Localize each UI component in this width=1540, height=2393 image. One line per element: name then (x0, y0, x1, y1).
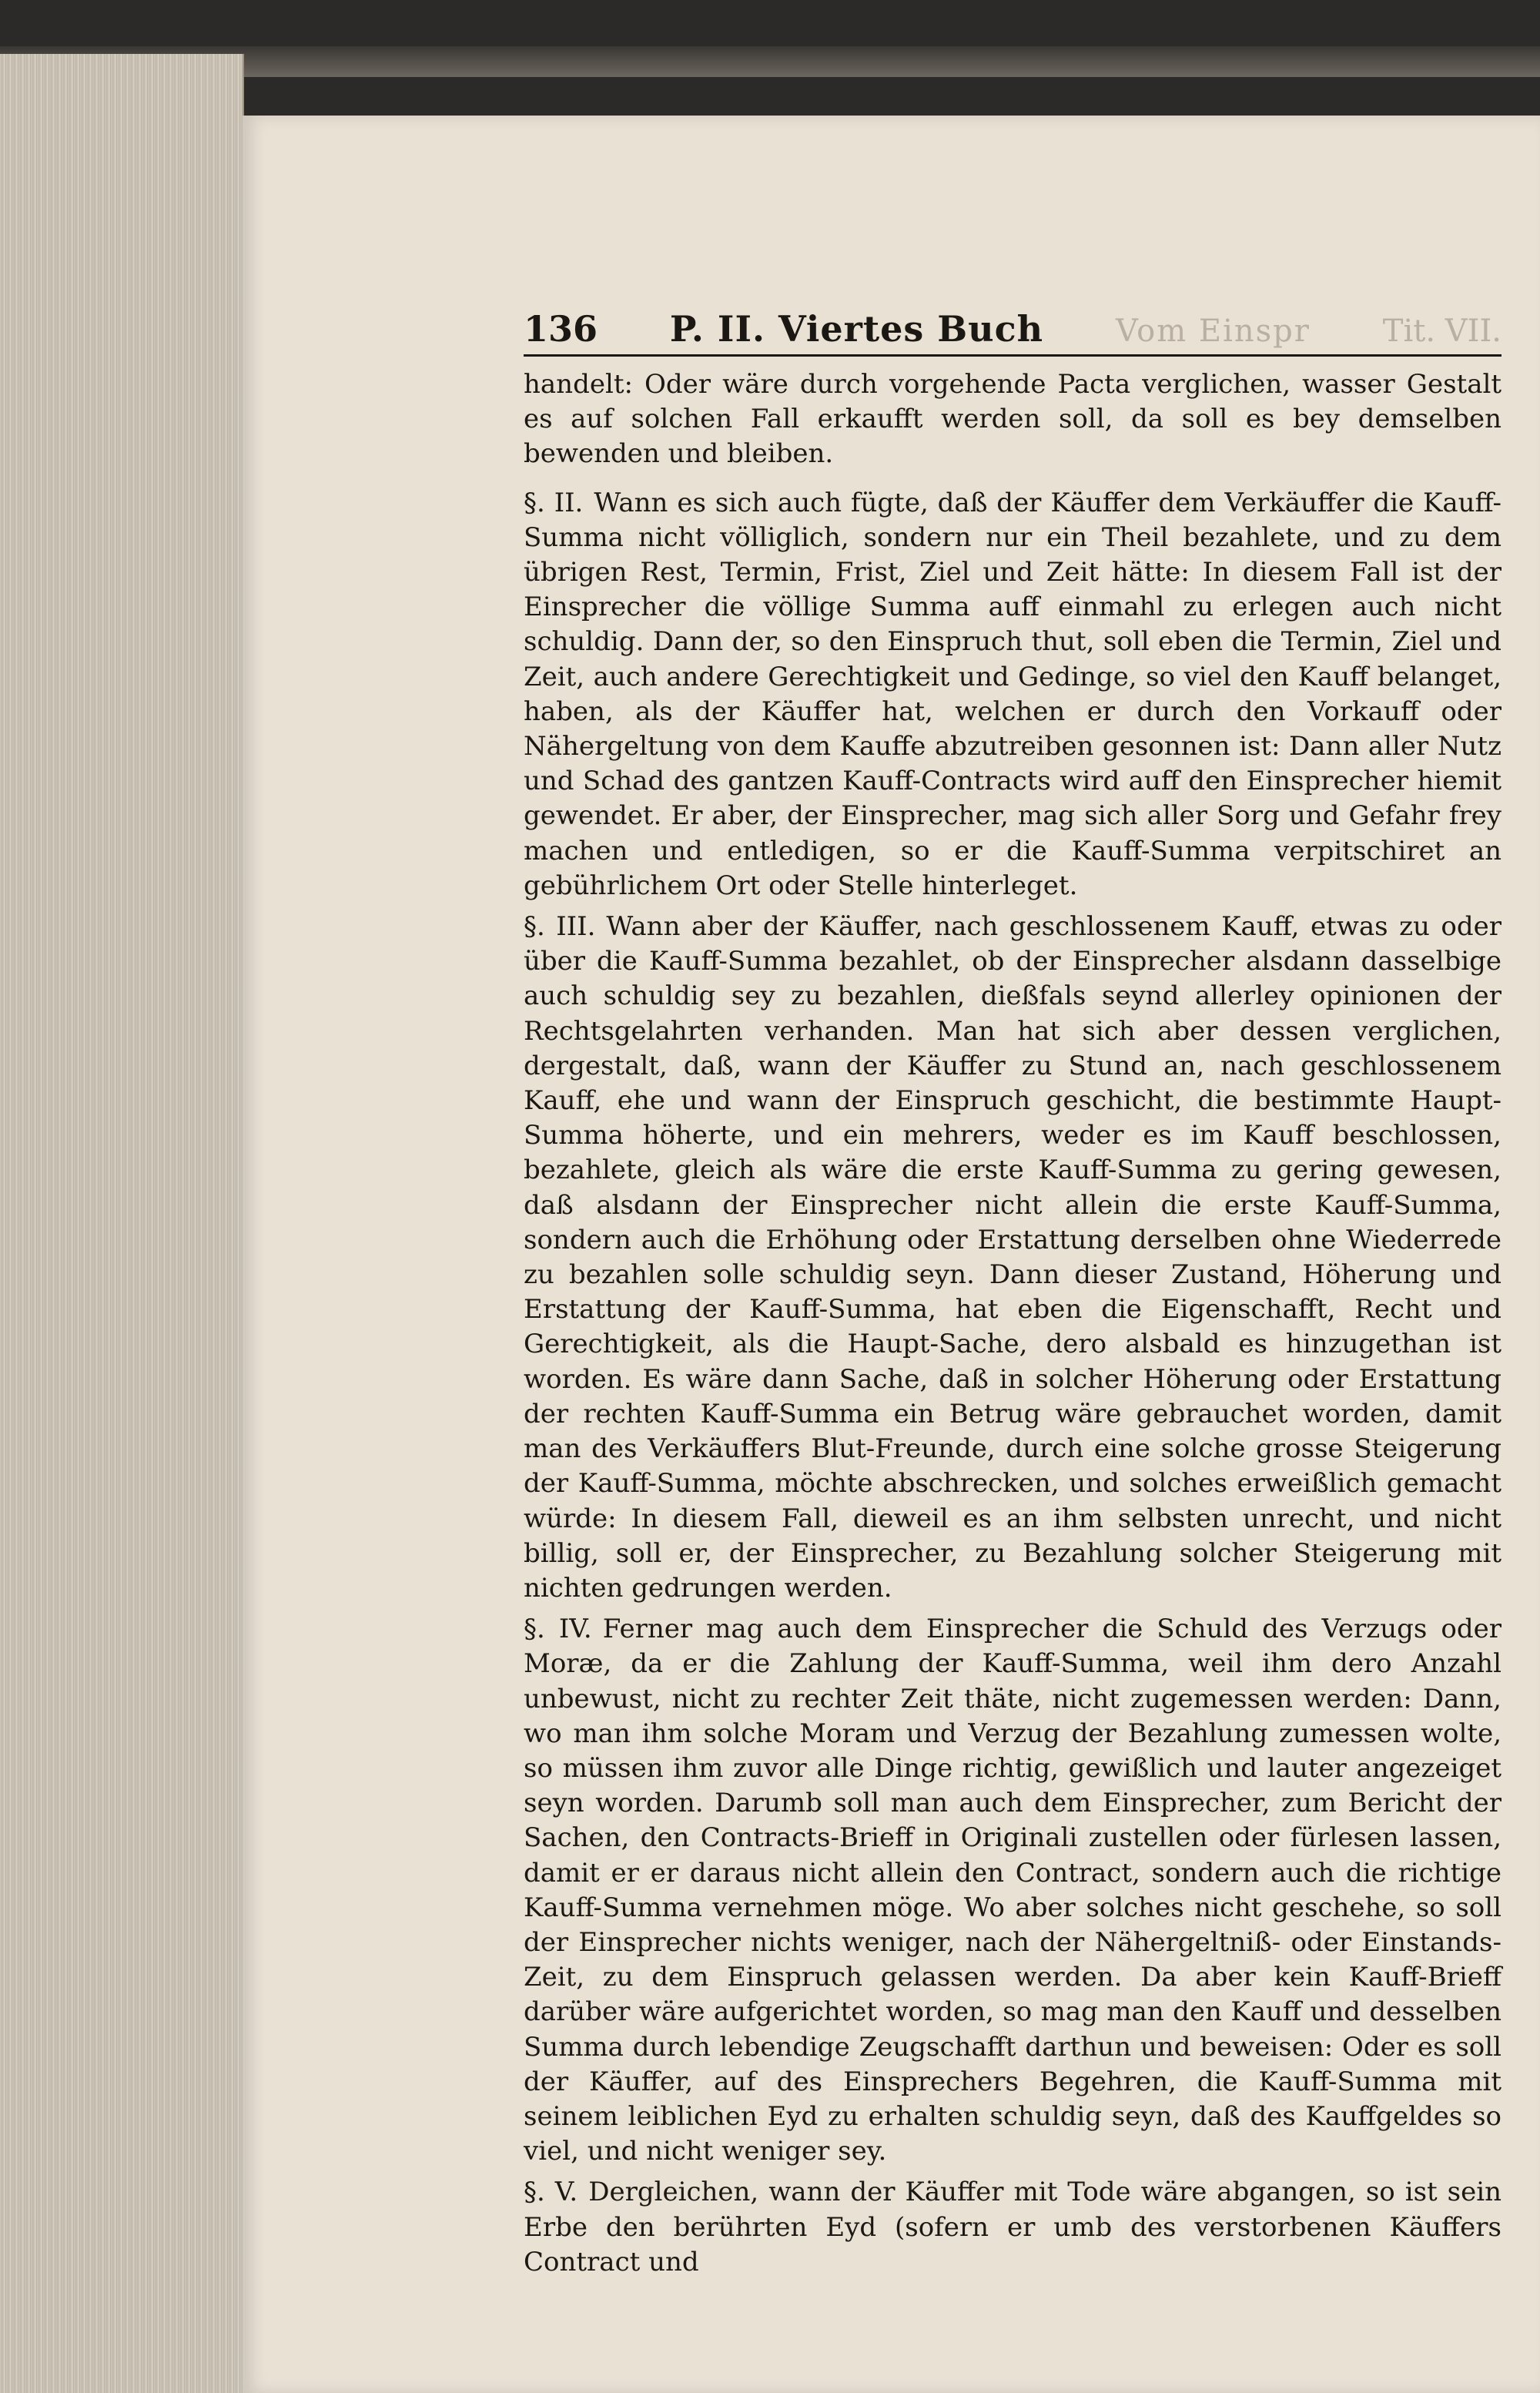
paragraph-section-2 (524, 486, 1502, 903)
paragraph-text: Wann es sich auch fügte, daß der Käuffer dem Verkäuffer die Kauff-Summa nicht völliglich, sondern nur ein Theil bezahlete, und zu dem übrigen Rest, Termin, Frist, Ziel und Zeit hätte: In diesem Fall ist der Einsprecher die völlige Summa auff einmahl zu erlegen auch nicht schuldig. Dann der, so den Einspruch thut, soll eben die Termin, Ziel und Zeit, auch andere Gerechtigkeit und Gedinge, so viel den Kauff belanget, haben, als der Käuffer hat, welchen er durch den Vorkauff oder Nähergeltung von dem Kauffe abzutreiben gesonnen ist: Dann aller Nutz und Schad des gantzen Kauff-Contracts wird auff den Einsprecher hiemit gewendet. Er aber, der Einsprecher, mag sich aller Sorg und Gefahr frey machen und entledigen, so er die Kauff-Summa verpitschiret an gebührlichem Ort oder Stelle hinterleget. (524, 487, 1502, 901)
page-content (524, 308, 1502, 2286)
running-title: P. II. Viertes Buch (669, 308, 1044, 350)
section-number: §. III. (524, 911, 596, 943)
show-through-title: Tit. VII. (1382, 313, 1502, 349)
paragraph-text: Dergleichen, wann der Käuffer mit Tode wäre abgangen, so ist sein Erbe den berührten Eyd (sofern er umb des verstorbenen Käuffers Contract und (524, 2177, 1502, 2277)
paragraph-continuation (524, 367, 1502, 472)
section-number: §. II. (524, 487, 584, 518)
page-number: 136 (524, 308, 598, 350)
paragraph-section-5 (524, 2175, 1502, 2280)
section-number: §. IV. (524, 1614, 592, 1645)
running-header (524, 308, 1502, 357)
show-through-text: Vom Einspr (1115, 313, 1311, 349)
paragraph-text: handelt: Oder wäre durch vorgehende Pacta verglichen, wasser Gestalt es auf solchen Fall erkaufft werden soll, da soll es bey demselben bewenden und bleiben. (524, 369, 1502, 470)
section-number: §. V. (524, 2177, 578, 2208)
body-text (524, 367, 1502, 2280)
paragraph-text: Ferner mag auch dem Einsprecher die Schuld des Verzugs oder Moræ, da er die Zahlung der Kauff-Summa, weil ihm dero Anzahl unbewust, nicht zu rechter Zeit thäte, nicht zugemessen werden: Dann, wo man ihm solche Moram und Verzug der Bezahlung zumessen wolte, so müssen ihm zuvor alle Dinge richtig, gewißlich und lauter angezeiget seyn worden. Darumb soll man auch dem Einsprecher, zum Bericht der Sachen, den Contracts-Brieff in Originali zustellen oder fürlesen lassen, damit er er daraus nicht allein den Contract, sondern auch die richtige Kauff-Summa vernehmen möge. Wo aber solches nicht geschehe, so soll der Einsprecher nichts weniger, nach der Nähergeltniß- oder Einstands-Zeit, zu dem Einspruch gelassen werden. Da aber kein Kauff-Brieff darüber wäre aufgerichtet worden, so mag man den Kauff und desselben Summa durch lebendige Zeugschafft darthun und beweisen: Oder es soll der Käuffer, auf des Einsprechers Begehren, die Kauff-Summa mit seinem leiblichen Eyd zu erhalten schuldig seyn, daß des Kauffgeldes so viel, und nicht weniger sey. (524, 1614, 1502, 2167)
paragraph-section-3 (524, 910, 1502, 1606)
book-page-edges (0, 54, 244, 2393)
paragraph-text: Wann aber der Käuffer, nach geschlossenem Kauff, etwas zu oder über die Kauff-Summa bezahlet, ob der Einsprecher alsdann dasselbige auch schuldig sey zu bezahlen, dießfals seynd allerley opinionen der Rechtsgelahrten verhanden. Man hat sich aber dessen verglichen, dergestalt, daß, wann der Käuffer zu Stund an, nach geschlossenem Kauff, ehe und wann der Einspruch geschicht, die bestimmte Haupt-Summa höherte, und ein mehrers, weder es im Kauff beschlossen, bezahlete, gleich als wäre die erste Kauff-Summa zu gering gewesen, daß alsdann der Einsprecher nicht allein die erste Kauff-Summa, sondern auch die Erhöhung oder Erstattung derselben ohne Wiederrede zu bezahlen solle schuldig seyn. Dann dieser Zustand, Höherung und Erstattung der Kauff-Summa, hat eben die Eigenschafft, Recht und Gerechtigkeit, als die Haupt-Sache, dero alsbald es hinzugethan ist worden. Es wäre dann Sache, daß in solcher Höherung oder Erstattung der rechten Kauff-Summa ein Betrug wäre gebrauchet worden, damit man des Verkäuffers Blut-Freunde, durch eine solche grosse Steigerung der Kauff-Summa, möchte abschrecken, und solches erweißlich gemacht würde: In diesem Fall, dieweil es an ihm selbsten unrecht, und nicht billig, soll er, der Einsprecher, zu Bezahlung solcher Steigerung mit nichten gedrungen werden. (524, 911, 1502, 1604)
paragraph-section-4 (524, 1612, 1502, 2169)
